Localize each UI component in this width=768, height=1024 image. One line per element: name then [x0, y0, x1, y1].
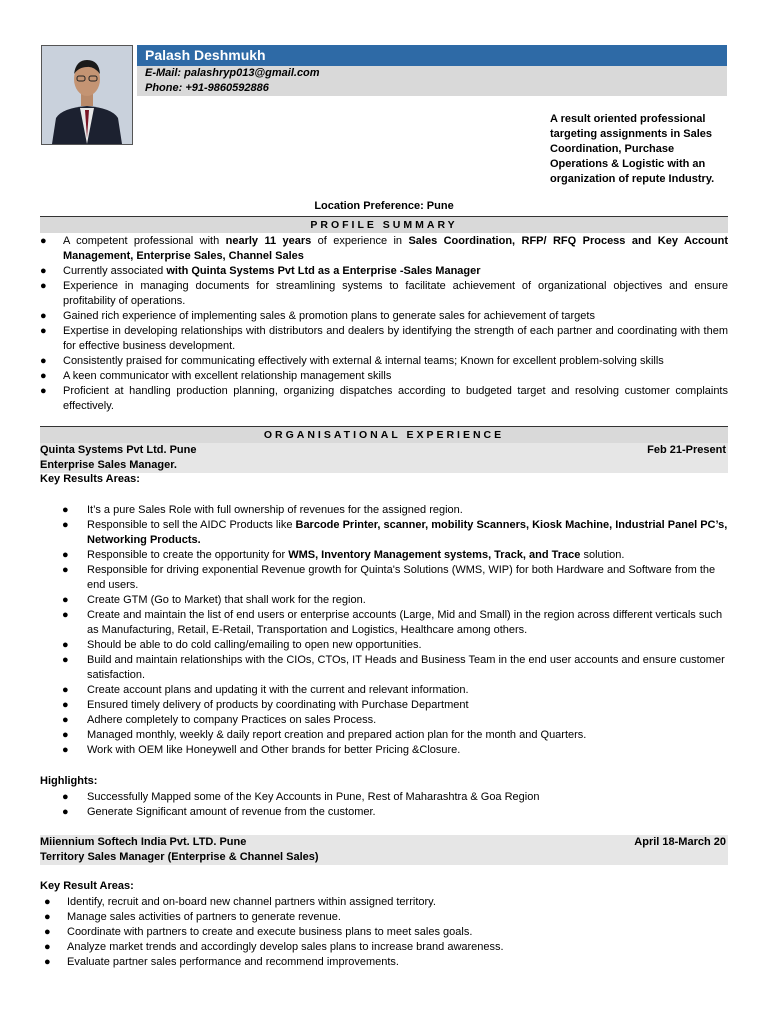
responsibility-item: ● Responsible to sell the AIDC Products like Barcode Printer, scanner, mobility Scanners, Kiosk Machine, Industrial Panel PC’s, Networking Products.	[62, 519, 728, 546]
job2-responsibilities	[40, 895, 728, 970]
responsibility-item: ● Should be able to do cold calling/emailing to open new opportunities.	[62, 639, 422, 651]
contact-bar	[137, 66, 727, 96]
bullet-icon: ●	[44, 896, 51, 908]
email-line[interactable]: E-Mail: palashryp013@gmail.com	[145, 67, 320, 79]
bullet-icon: ●	[44, 956, 51, 968]
profile-summary-heading: PROFILE SUMMARY	[40, 216, 728, 233]
responsibility-item: ● Managed monthly, weekly & daily report creation and prepared action plan for the month and Quarters.	[62, 729, 587, 741]
responsibility-item: ● Build and maintain relationships with the CIOs, CTOs, IT Heads and Business Team in the end user accounts and ensure customer satisfaction.	[62, 654, 725, 681]
candidate-name: Palash Deshmukh	[145, 47, 266, 63]
bullet-icon: ●	[62, 639, 69, 651]
kra-label: Key Result Areas:	[40, 880, 134, 892]
bullet-icon: ●	[62, 684, 69, 696]
responsibility-item: ● Create account plans and updating it with the current and relevant information.	[62, 684, 469, 696]
profile-item: ● Currently associated with Quinta Systems Pvt Ltd as a Enterprise -Sales Manager	[40, 265, 481, 277]
profile-item: ● Experience in managing documents for streamlining systems to facilitate achievement of organizational objectives and ensure profitability of operations.	[40, 280, 728, 307]
bullet-icon: ●	[40, 310, 47, 322]
person-photo-icon	[42, 46, 132, 144]
phone-line[interactable]: Phone: +91-9860592886	[145, 82, 269, 94]
bullet-icon: ●	[62, 504, 69, 516]
profile-item: ● Expertise in developing relationships with distributors and dealers by identifying the strength of each partner and coordinating with them for effective business development.	[40, 325, 728, 352]
responsibility-item: ● Create and maintain the list of end users or enterprise accounts (Large, Mid and Small) in the region across different verticals such as Manufacturing, Retail, E-Retail, Transportation and Logistics, Healthcare among others.	[62, 609, 723, 636]
bullet-icon: ●	[62, 806, 69, 818]
bullet-icon: ●	[62, 594, 69, 606]
bullet-icon: ●	[62, 564, 69, 576]
bullet-icon: ●	[40, 325, 47, 337]
job-role: Territory Sales Manager (Enterprise & Channel Sales)	[40, 851, 319, 863]
profile-item: ● A competent professional with nearly 11 years of experience in Sales Coordination, RFP/ RFQ Process and Key Account Management, Enterprise Sales, Channel Sales	[40, 235, 728, 262]
experience-heading: ORGANISATIONAL EXPERIENCE	[40, 426, 728, 443]
location-preference: Location Preference: Pune	[314, 200, 454, 212]
responsibility-item: ● Coordinate with partners to create and execute business plans to meet sales goals.	[44, 926, 473, 938]
company-name: Miiennium Softech India Pvt. LTD. Pune	[40, 836, 247, 848]
profile-item: ● A keen communicator with excellent relationship management skills	[40, 370, 392, 382]
responsibility-item: ● Create GTM (Go to Market) that shall work for the region.	[62, 594, 366, 606]
bullet-icon: ●	[62, 519, 69, 531]
bullet-icon: ●	[62, 744, 69, 756]
highlight-item: ● Generate Significant amount of revenue from the customer.	[62, 806, 376, 818]
job-header-quinta	[40, 443, 728, 473]
bullet-icon: ●	[40, 355, 47, 367]
responsibility-item: ● Identify, recruit and on-board new channel partners within assigned territory.	[44, 896, 436, 908]
highlight-item: ● Successfully Mapped some of the Key Accounts in Pune, Rest of Maharashtra & Goa Region	[62, 791, 540, 803]
bullet-icon: ●	[44, 941, 51, 953]
job-dates: Feb 21-Present	[647, 444, 726, 456]
job-role: Enterprise Sales Manager.	[40, 459, 177, 471]
bullet-icon: ●	[40, 235, 47, 247]
profile-item: ● Proficient at handling production planning, organizing dispatches according to budgeted target and resolving customer complaints effectively.	[40, 385, 728, 412]
profile-photo	[41, 45, 133, 145]
job-header-millennium	[40, 835, 728, 865]
bullet-icon: ●	[40, 265, 47, 277]
bullet-icon: ●	[44, 926, 51, 938]
profile-item: ● Gained rich experience of implementing sales & promotion plans to generate sales for achievement of targets	[40, 310, 595, 322]
company-name: Quinta Systems Pvt Ltd. Pune	[40, 444, 197, 456]
bullet-icon: ●	[40, 280, 47, 292]
responsibility-item: ● Responsible for driving exponential Revenue growth for Quinta's Solutions (WMS, WIP) for both Hardware and Software from the end users.	[62, 564, 716, 591]
job1-highlights	[40, 790, 728, 820]
profile-summary-list	[40, 234, 728, 414]
bullet-icon: ●	[62, 791, 69, 803]
responsibility-item: ● Responsible to create the opportunity for WMS, Inventory Management systems, Track, and Trace solution.	[62, 549, 625, 561]
responsibility-item: ● Manage sales activities of partners to generate revenue.	[44, 911, 341, 923]
job-dates: April 18-March 20	[634, 836, 726, 848]
responsibility-item: ● Evaluate partner sales performance and recommend improvements.	[44, 956, 399, 968]
responsibility-item: ● Work with OEM like Honeywell and Other brands for better Pricing &Closure.	[62, 744, 461, 756]
kra-label: Key Results Areas:	[40, 473, 140, 485]
bullet-icon: ●	[62, 609, 69, 621]
bullet-icon: ●	[62, 714, 69, 726]
highlights-label: Highlights:	[40, 775, 98, 787]
responsibility-item: ● Adhere completely to company Practices on sales Process.	[62, 714, 377, 726]
name-bar	[137, 45, 727, 66]
bullet-icon: ●	[62, 729, 69, 741]
responsibility-item: ● It’s a pure Sales Role with full ownership of revenues for the assigned region.	[62, 504, 463, 516]
profile-item: ● Consistently praised for communicating effectively with external & internal teams; Known for excellent problem-solving skills	[40, 355, 664, 367]
bullet-icon: ●	[62, 699, 69, 711]
responsibility-item: ● Analyze market trends and accordingly develop sales plans to increase brand awareness.	[44, 941, 504, 953]
bullet-icon: ●	[62, 549, 69, 561]
bullet-icon: ●	[40, 385, 47, 397]
bullet-icon: ●	[62, 654, 69, 666]
bullet-icon: ●	[44, 911, 51, 923]
responsibility-item: ● Ensured timely delivery of products by coordinating with Purchase Department	[62, 699, 469, 711]
job1-responsibilities	[40, 503, 728, 758]
objective-statement: A result oriented professional targeting assignments in Sales Coordination, Purchase Operations & Logistic with an organization of repute Industry.	[550, 113, 715, 185]
bullet-icon: ●	[40, 370, 47, 382]
